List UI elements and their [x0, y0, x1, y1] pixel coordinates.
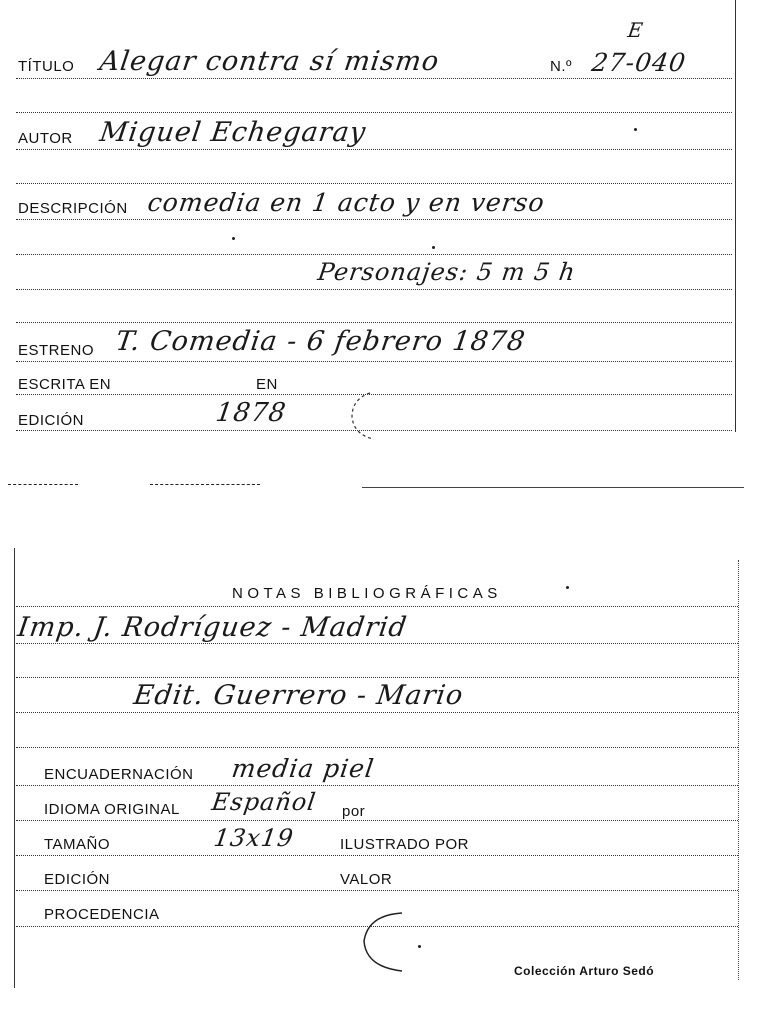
titulo-line — [16, 78, 732, 79]
autor-value: Miguel Echegaray — [97, 117, 369, 148]
valor-label: VALOR — [340, 871, 393, 888]
procedencia-label: PROCEDENCIA — [44, 906, 160, 923]
estreno-value: T. Comedia - 6 febrero 1878 — [113, 326, 528, 357]
lower-card-right-edge — [738, 560, 739, 980]
tamano-value: 13x19 — [212, 824, 296, 852]
blank-line-4 — [16, 322, 732, 323]
numero-mark: E — [626, 18, 646, 42]
scan-hole-mark — [330, 385, 390, 445]
personajes-value: Personajes: 5 m 5 h — [316, 258, 578, 286]
lower-card-left-edge — [14, 548, 15, 988]
idioma-label: IDIOMA ORIGINAL — [44, 801, 180, 818]
descripcion-value: comedia en 1 acto y en verso — [145, 188, 547, 217]
coleccion-stamp: Colección Arturo Sedó — [514, 964, 655, 978]
notas-line-5 — [16, 747, 738, 748]
titulo-label: TÍTULO — [18, 58, 75, 75]
idioma-por-label: por — [342, 803, 366, 820]
edicion-label: EDICIÓN — [18, 412, 85, 429]
edicion-value: 1878 — [213, 398, 289, 428]
card-edge-dash-2 — [150, 484, 260, 485]
edicion-lower-label: EDICIÓN — [44, 871, 111, 888]
card-edge-line — [362, 487, 744, 488]
encuadernacion-line — [16, 785, 738, 786]
autor-line — [16, 149, 732, 150]
lower-scan-hole-mark — [350, 905, 420, 980]
blank-line-2 — [16, 183, 732, 184]
tamano-label: TAMAÑO — [44, 836, 111, 853]
escrita-en-label: ESCRITA EN — [18, 376, 112, 393]
tamano-line — [16, 855, 738, 856]
speck — [634, 128, 637, 131]
note-imprenta: Imp. J. Rodríguez - Madrid — [15, 612, 410, 643]
titulo-value: Alegar contra sí mismo — [97, 46, 442, 77]
autor-label: AUTOR — [18, 130, 73, 147]
blank-line-1 — [16, 112, 732, 113]
speck — [418, 945, 421, 948]
numero-value: 27-040 — [589, 48, 689, 77]
numero-label: N.º — [550, 58, 572, 75]
encuadernacion-value: media piel — [229, 754, 377, 783]
estreno-label: ESTRENO — [18, 342, 95, 359]
speck — [566, 586, 569, 589]
notas-heading: NOTAS BIBLIOGRÁFICAS — [232, 585, 502, 602]
encuadernacion-label: ENCUADERNACIÓN — [44, 766, 194, 783]
note-editorial: Edit. Guerrero - Mario — [131, 680, 466, 711]
estreno-line — [16, 361, 732, 362]
speck — [432, 246, 435, 249]
escrita-en-en-label: EN — [256, 376, 278, 393]
idioma-value: Español — [210, 788, 319, 816]
notas-line-4 — [16, 712, 738, 713]
card-right-edge — [735, 0, 736, 432]
personajes-line — [16, 289, 732, 290]
speck — [232, 237, 235, 240]
notas-line-1 — [16, 606, 738, 607]
ilustrado-label: ILUSTRADO POR — [340, 836, 470, 853]
descripcion-line — [16, 219, 732, 220]
blank-line-3 — [16, 254, 732, 255]
notas-line-2 — [16, 643, 738, 644]
notas-line-3 — [16, 677, 738, 678]
card-edge-dash-1 — [8, 484, 78, 485]
edicion-lower-line — [16, 890, 738, 891]
descripcion-label: DESCRIPCIÓN — [18, 200, 128, 217]
idioma-line — [16, 820, 738, 821]
